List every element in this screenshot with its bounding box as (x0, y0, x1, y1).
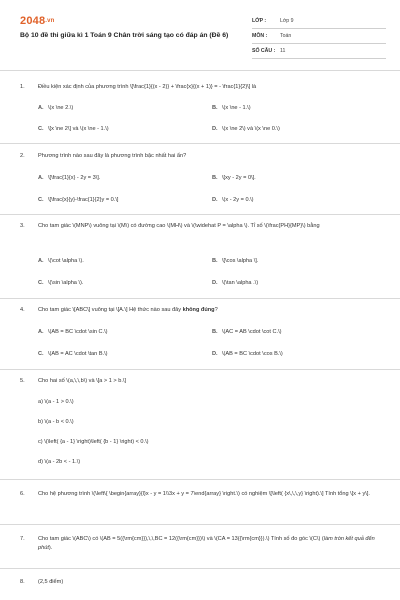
option-text: \(\sin \alpha \). (48, 280, 84, 286)
question-number: 7. (20, 536, 25, 542)
option-text: \(AB = BC \cdot \cos B.\) (222, 351, 283, 357)
question-number: 3. (20, 223, 25, 229)
divider (0, 143, 400, 144)
divider (0, 369, 400, 370)
option-text: \(\cot \alpha \). (48, 258, 84, 264)
option-a[interactable] (38, 257, 84, 266)
question-number: 1. (20, 84, 25, 90)
option-label: D. (212, 280, 218, 286)
divider (0, 70, 400, 71)
question-text-part: Cho tam giác \(ABC\) có \(AB = 5({\rm{cm}}),\,\,BC = 12({\rm{cm}})\) và \(CA = 13({\rm{cm}}).\) Tính số đo góc \(C\) ( (38, 536, 324, 542)
option-a[interactable] (38, 328, 108, 337)
option-text: \(x - 2y = 0.\) (222, 197, 254, 203)
option-b[interactable] (212, 104, 251, 113)
meta-row-count (252, 44, 386, 59)
exam-title: Bộ 10 đề thi giữa kì 1 Toán 9 Chân trời sáng tạo có đáp án (Đề 6) (20, 32, 229, 39)
meta-value: Toán (280, 33, 292, 39)
site-logo[interactable] (20, 15, 55, 27)
question-italic: làm tròn kết quả đến phút (38, 536, 375, 551)
divider (0, 298, 400, 299)
meta-value: Lớp 9 (280, 18, 294, 24)
option-text: \(AB = BC \cdot \sin C.\) (48, 329, 108, 335)
meta-key: LỚP : (252, 18, 267, 24)
exam-meta-table (252, 14, 386, 59)
option-text: \[\frac{1}{x} - 2y = 3\]. (48, 175, 101, 181)
option-c[interactable] (38, 350, 108, 359)
question-text (38, 535, 382, 553)
option-c[interactable] (38, 125, 109, 134)
question-text: Cho hệ phương trình \(\left\{ \begin{array}{l}x - y = 1\\3x + y = 7\end{array} \right.\) có nghiệm \[\left( {x\,\,\,y} \right).\] Tính tổng \[x + y\]. (38, 491, 370, 497)
question-text (38, 306, 382, 315)
question-text: Cho hai số \(a,\,\,b\) và \[a > 1 > b.\] (38, 378, 126, 384)
option-label: B. (212, 258, 218, 264)
option-label: D. (212, 351, 218, 357)
option-label: D. (212, 126, 218, 132)
option-label: C. (38, 351, 44, 357)
option-text: \[x \ne 2\] và \(x \ne - 1.\) (48, 126, 109, 132)
option-b[interactable] (212, 328, 282, 337)
option-text: \(\tan \alpha .\) (222, 280, 259, 286)
meta-value: 11 (280, 48, 286, 54)
meta-row-subject (252, 29, 386, 44)
option-b[interactable] (212, 174, 256, 183)
option-text: \[\frac{x}{y}-\frac{1}{2}y = 0.\] (48, 197, 119, 203)
question-text-part: Cho tam giác \[ABC\] vuông tại \[A.\] Hệ thức nào sau đây (38, 307, 183, 313)
option-b[interactable] (212, 257, 258, 266)
question-text-part: ? (214, 307, 218, 313)
option-label: A. (38, 105, 44, 111)
logo-main: 2048 (20, 15, 46, 27)
divider (0, 479, 400, 480)
option-a[interactable] (38, 174, 100, 183)
question-text: Cho tam giác \(MNP\) vuông tại \(M\) có đường cao \(MH\) và \(\widehat P = \alpha \). Tỉ số \(\frac{PH}{MP}\) bằng (38, 223, 320, 229)
meta-key: MÔN : (252, 33, 268, 39)
divider (0, 524, 400, 525)
question-number: 2. (20, 153, 25, 159)
option-text: \(AB = AC \cdot \tan B.\) (48, 351, 108, 357)
option-label: B. (212, 329, 218, 335)
statement-b: b) \(a - b < 0.\) (38, 419, 74, 425)
option-label: A. (38, 258, 44, 264)
question-number: 5. (20, 378, 25, 384)
question-number: 4. (20, 307, 25, 313)
question-number: 6. (20, 491, 25, 497)
question-number: 8. (20, 579, 25, 585)
statement-d: d) \(a - 2b < - 1.\) (38, 459, 81, 465)
meta-row-class (252, 14, 386, 29)
logo-suffix: .vn (45, 18, 55, 25)
statement-a: a) \(a - 1 > 0.\) (38, 399, 74, 405)
option-label: A. (38, 175, 44, 181)
question-text-part: ). (48, 545, 53, 551)
meta-key: SỐ CÂU : (252, 48, 276, 54)
option-label: C. (38, 280, 44, 286)
option-c[interactable] (38, 279, 83, 288)
option-text: \(AC = AB \cdot \cot C.\) (222, 329, 282, 335)
option-a[interactable] (38, 104, 73, 113)
option-label: A. (38, 329, 44, 335)
option-label: D. (212, 197, 218, 203)
statement-c: c) \(\left( {a - 1} \right)\left( {b - 1} \right) < 0.\) (38, 439, 149, 445)
option-d[interactable] (212, 125, 280, 134)
option-text: \[xy - 2y = 0\]. (222, 175, 256, 181)
option-label: C. (38, 197, 44, 203)
option-text: \[\cos \alpha \]. (222, 258, 259, 264)
option-label: B. (212, 105, 218, 111)
question-text: (2,5 điểm) (38, 579, 64, 585)
question-text: Phương trình nào sau đây là phương trình bậc nhất hai ẩn? (38, 153, 187, 159)
option-d[interactable] (212, 350, 283, 359)
divider (0, 568, 400, 569)
question-emphasis: không đúng (182, 307, 215, 313)
question-text: Điều kiện xác định của phương trình \[\frac{1}{(x - 2)} + \frac{x}{(x + 1)} = - \frac{1}{2}\] là (38, 84, 257, 90)
divider (0, 214, 400, 215)
option-label: C. (38, 126, 44, 132)
option-label: B. (212, 175, 218, 181)
option-text: \(x \ne 2.\) (48, 105, 74, 111)
option-c[interactable] (38, 196, 118, 205)
option-d[interactable] (212, 279, 258, 288)
exam-header (20, 14, 386, 60)
option-text: \(x \ne 2\) và \(x \ne 0.\) (222, 126, 280, 132)
option-text: \(x \ne - 1.\) (222, 105, 251, 111)
option-d[interactable] (212, 196, 254, 205)
